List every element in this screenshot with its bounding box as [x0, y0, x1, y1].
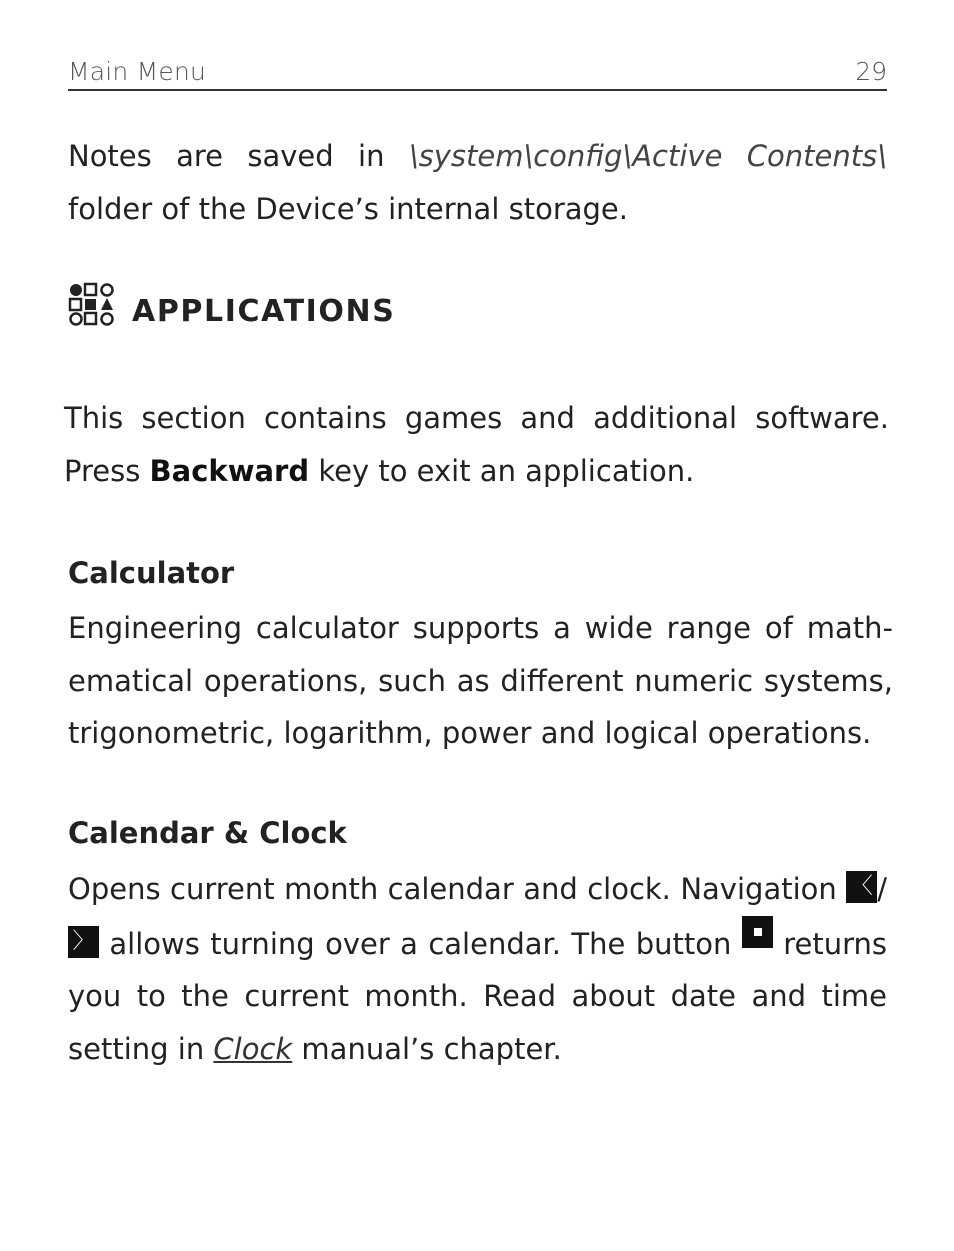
calendar-heading: Calendar & Clock [68, 816, 347, 850]
left-key-icon: 〈 [846, 871, 877, 903]
applications-intro [64, 392, 889, 497]
clock-chapter-link[interactable]: Clock [213, 1031, 293, 1066]
backward-key-label: Backward [149, 453, 310, 488]
calculator-description: Engineering calculator supports a wide range of mathematical operations, such as different numeric systems, trigonometric, logarithm, power and logical operations. [68, 611, 893, 750]
right-key-icon: 〉 [68, 926, 99, 958]
notes-text-after: folder of the Device’s internal storage. [68, 191, 628, 226]
calculator-heading: Calculator [68, 556, 235, 590]
applications-title: APPLICATIONS [132, 294, 396, 329]
notes-folder-path: \system\config\Active Contents\ [408, 139, 887, 173]
calendar-text-3: returns you to the current month. Read about date and time setting in [68, 926, 888, 1066]
page-header [68, 55, 887, 91]
applications-icon [68, 282, 114, 326]
calendar-description [68, 863, 887, 1075]
calendar-text-1: Opens current month calendar and clock. Navigation [68, 872, 847, 906]
calendar-text-4: manual’s chapter. [292, 1031, 562, 1066]
header-section-title: Main Menu [68, 57, 207, 86]
notes-text-before: Notes are saved in [68, 139, 409, 173]
page-number: 29 [855, 57, 887, 86]
nav-separator: / [877, 872, 887, 906]
calendar-text-2: allows turning over a calendar. The button [99, 926, 742, 961]
ok-key-icon [742, 916, 773, 948]
notes-paragraph [68, 130, 887, 235]
intro-text-2: key to exit an application. [309, 453, 695, 488]
applications-heading [68, 280, 395, 330]
intro-text-1: This section contains games and additional software. Press [64, 401, 889, 488]
